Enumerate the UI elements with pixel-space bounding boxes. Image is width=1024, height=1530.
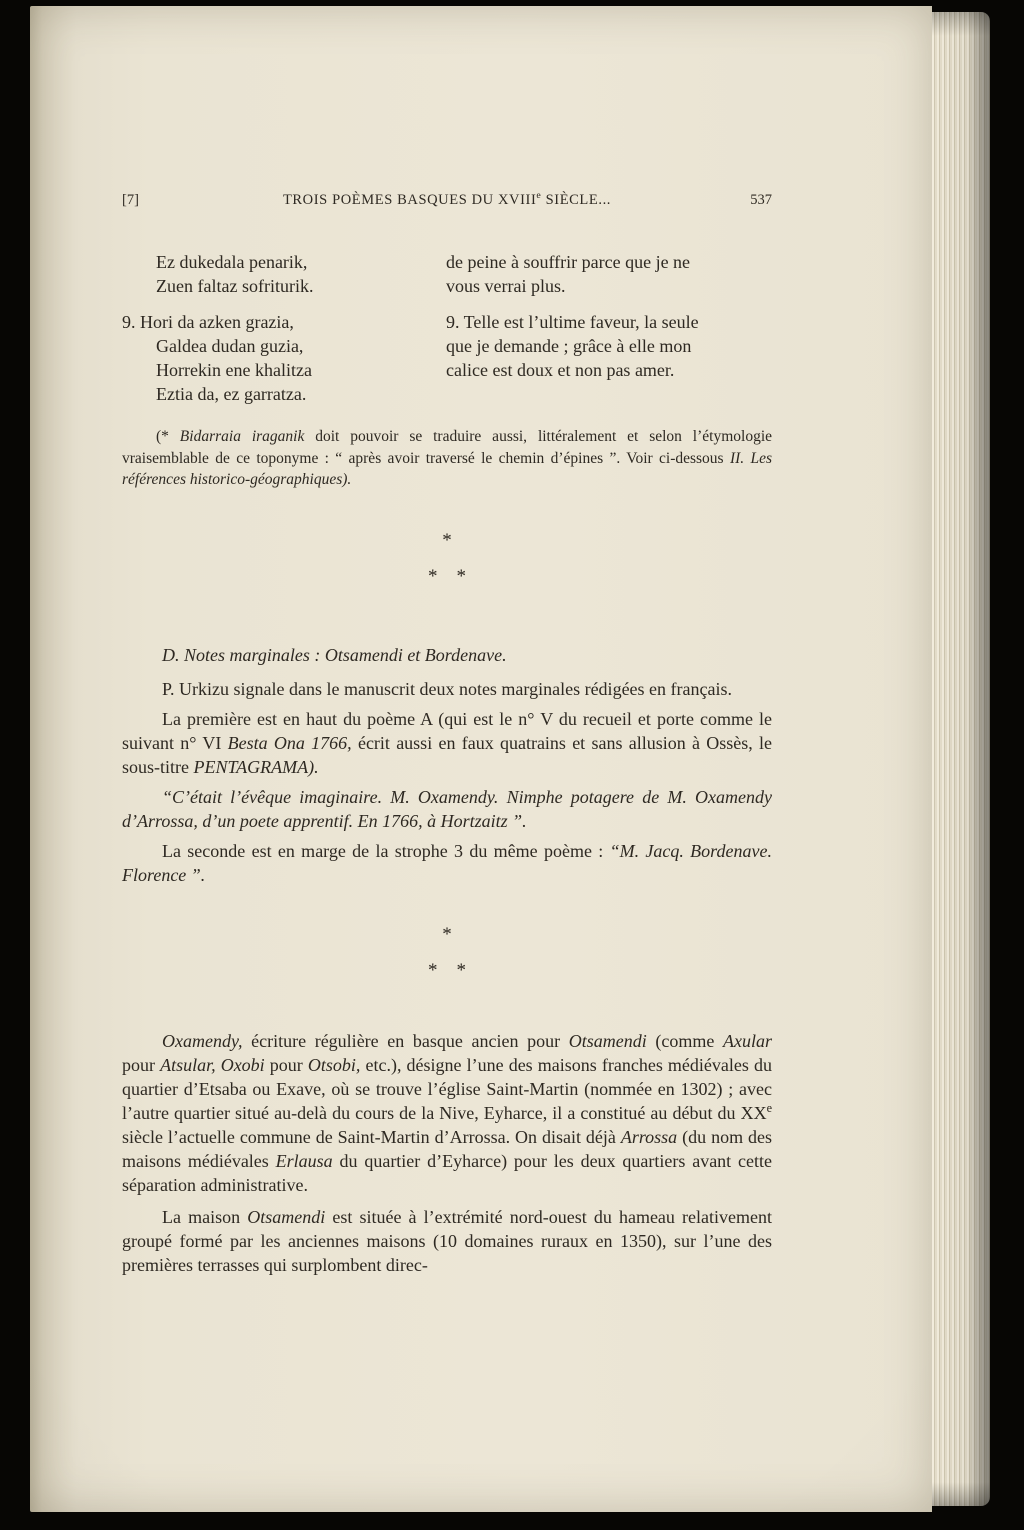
paragraph-maison-otsamendi: [122, 1205, 772, 1277]
verse-line: vous verrai plus.: [446, 276, 566, 296]
text-segment: “M. Jacq. Bordenave. Florence ”.: [122, 840, 772, 885]
text-segment: siècle l’actuelle commune de Saint-Martin d’Arrossa. On disait déjà: [122, 1126, 621, 1147]
asterisk-single: *: [442, 923, 452, 945]
verse-line: Galdea dudan guzia,: [156, 336, 304, 356]
running-title: [194, 188, 700, 212]
section-heading: [122, 643, 772, 667]
book-page: [30, 6, 932, 1512]
text-segment: écriture régulière en basque ancien pour: [242, 1030, 569, 1051]
basque-verse: [122, 310, 446, 406]
verse-line: Ez dukedala penarik,: [156, 252, 308, 272]
basque-verse: [122, 250, 446, 298]
text-segment: Otsamendi: [568, 1030, 647, 1051]
text-segment: La seconde est en marge de la strophe 3 du même poème :: [162, 840, 610, 861]
running-header: [122, 188, 772, 212]
asterisk-pair: * *: [428, 565, 466, 587]
text-segment: etc.), désigne l’une des maisons franches médiévales du quartier d’Etsaba ou Exave, où se trouve l’église Saint-Martin (nommée en 1302) ; avec l’autre quartier situé au-delà du cours de la Nive, Eyharce, il a constitué au début du XX: [122, 1054, 772, 1123]
verse-line: Horrekin ene khalitza: [156, 360, 312, 380]
asterisk-pair: * *: [428, 959, 466, 981]
page-text: [122, 188, 772, 1277]
text-segment: La première est en haut du poème A (qui est le n° V du recueil et porte comme le suivant n° VI: [122, 708, 772, 753]
footnote: [122, 426, 772, 491]
text-segment: D. Notes marginales : Otsamendi et Bordenave.: [162, 644, 507, 665]
paragraph-oxamendy: [122, 1029, 772, 1197]
text-segment: Otsobi,: [307, 1054, 361, 1075]
asterisk-separator: [122, 529, 772, 589]
text-segment: SIÈCLE...: [541, 192, 612, 208]
verse-line: 9. Hori da azken grazia,: [122, 312, 294, 332]
stanza-pair: [122, 310, 772, 406]
verse-line: Eztia da, ez garratza.: [156, 384, 307, 404]
text-segment: TROIS POÈMES BASQUES DU XVIII: [282, 192, 537, 208]
text-segment: (du nom des maisons médiévales: [122, 1126, 773, 1171]
text-segment: doit pouvoir se traduire aussi, littéralement et selon l’étymologie vraisemblable de ce toponyme : “ après avoir traversé le chemin d’épines ”. Voir ci-dessous: [122, 428, 773, 467]
folio-bracket-number: [7]: [122, 192, 139, 208]
text-segment: Erlausa: [275, 1150, 333, 1171]
asterisk-separator: [122, 923, 772, 983]
page-number: 537: [750, 192, 772, 208]
text-segment: e: [536, 190, 542, 202]
text-segment: écrit aussi en faux quatrains et sans allusion à Ossès, le sous-titre: [122, 732, 772, 777]
text-segment: pour: [122, 1054, 161, 1075]
text-segment: pour: [264, 1054, 308, 1075]
verse-line: que je demande ; grâce à elle mon: [446, 336, 692, 356]
paragraph-premiere-note: [122, 707, 772, 779]
french-translation: [446, 250, 772, 298]
verse-line: de peine à souffrir parce que je ne: [446, 252, 691, 272]
text-segment: Otsamendi: [247, 1206, 326, 1227]
text-segment: (comme: [646, 1030, 723, 1051]
asterisk-single: *: [442, 529, 452, 551]
page-edges: [932, 12, 990, 1506]
text-segment: Bidarraia iraganik: [179, 428, 305, 445]
paragraph-urkizu: [122, 677, 772, 701]
text-segment: du quartier d’Eyharce) pour les deux quartiers avant cette séparation administrative.: [122, 1150, 772, 1195]
verse-line: 9. Telle est l’ultime faveur, la seule: [446, 312, 699, 332]
french-translation: [446, 310, 772, 406]
text-segment: P. Urkizu signale dans le manuscrit deux notes marginales rédigées en français.: [162, 678, 732, 699]
text-segment: Oxamendy,: [162, 1030, 243, 1051]
text-segment: La maison: [162, 1206, 248, 1227]
paragraph-citation: [122, 785, 772, 833]
text-segment: Axular: [723, 1030, 772, 1051]
text-segment: Arrossa: [620, 1126, 678, 1147]
text-segment: PENTAGRAMA).: [193, 756, 319, 777]
text-segment: (*: [156, 428, 180, 445]
text-segment: e: [766, 1100, 772, 1115]
text-segment: “C’était l’évêque imaginaire. M. Oxamendy. Nimphe potagere de M. Oxamendy d’Arrossa, d’un poete apprentif. En 1766, à Hortzaitz ”.: [122, 786, 772, 831]
text-segment: Besta Ona 1766,: [227, 732, 352, 753]
paragraph-seconde-note: [122, 839, 772, 887]
verse-line: Zuen faltaz sofriturik.: [156, 276, 314, 296]
text-segment: Atsular, Oxobi: [160, 1054, 265, 1075]
text-segment: est située à l’extrémité nord-ouest du hameau relativement groupé formé par les anciennes maisons (10 domaines ruraux en 1350), sur l’une des premières terrasses qui surplombent direc-: [122, 1206, 772, 1275]
verse-line: calice est doux et non pas amer.: [446, 360, 675, 380]
stanza-pair: [122, 250, 772, 298]
text-segment: II. Les références historico-géographiques).: [122, 449, 773, 488]
